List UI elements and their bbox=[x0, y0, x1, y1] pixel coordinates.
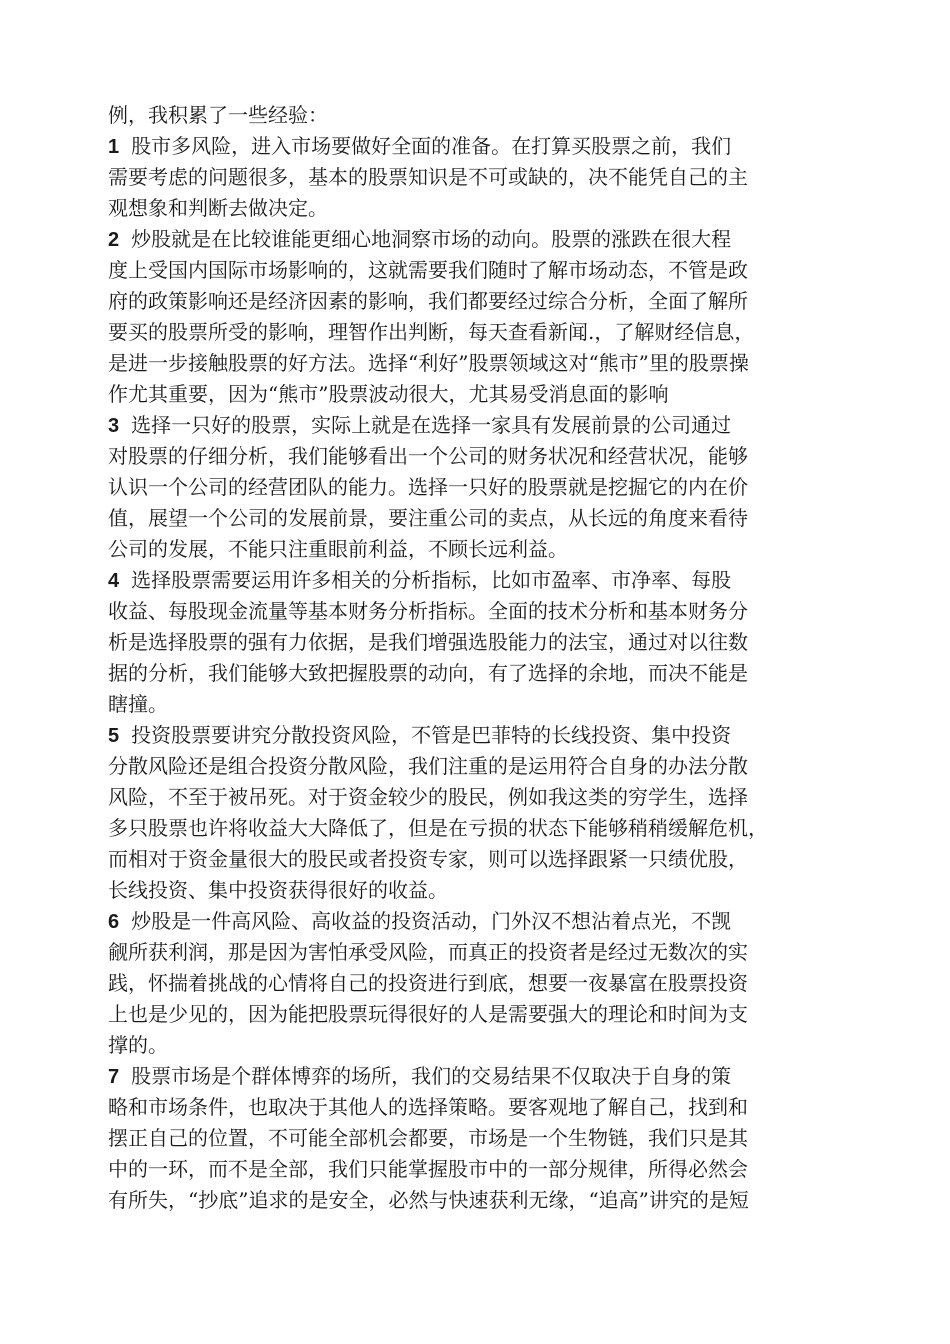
item-6-line-1 bbox=[108, 906, 868, 937]
item-1-line-2: 需要考虑的问题很多，基本的股票知识是不可或缺的，决不能凭自己的主 bbox=[108, 165, 748, 189]
item-3-line-4: 值，展望一个公司的发展前景，要注重公司的卖点，从长远的角度来看待 bbox=[108, 506, 748, 530]
item-6-line-2: 觎所获利润，那是因为害怕承受风险，而真正的投资者是经过无数次的实 bbox=[108, 940, 748, 964]
item-2-line-2: 度上受国内国际市场影响的，这就需要我们随时了解市场动态，不管是政 bbox=[108, 258, 748, 282]
item-7-line-1 bbox=[108, 1061, 868, 1092]
item-2-line-1 bbox=[108, 224, 868, 255]
item-text: 股票市场是个群体博弈的场所，我们的交易结果不仅取决于自身的策 bbox=[131, 1064, 732, 1088]
document-body bbox=[108, 100, 868, 1216]
item-number: 1 bbox=[108, 136, 120, 158]
item-6-line-3: 践，怀揣着挑战的心情将自己的投资进行到底，想要一夜暴富在股票投资 bbox=[108, 971, 748, 995]
item-4-line-3: 析是选择股票的强有力依据，是我们增强选股能力的法宝，通过对以往数 bbox=[108, 630, 748, 654]
item-number: 2 bbox=[108, 229, 120, 251]
item-7-line-2: 略和市场条件，也取决于其他人的选择策略。要客观地了解自己，找到和 bbox=[108, 1095, 748, 1119]
item-4-line-2: 收益、每股现金流量等基本财务分析指标。全面的技术分析和基本财务分 bbox=[108, 599, 748, 623]
item-4-line-4: 据的分析，我们能够大致把握股票的动向，有了选择的余地，而决不能是 bbox=[108, 661, 748, 685]
item-3-line-1 bbox=[108, 410, 868, 441]
item-number: 3 bbox=[108, 415, 120, 437]
item-1-line-3: 观想象和判断去做决定。 bbox=[108, 196, 328, 220]
item-number: 6 bbox=[108, 911, 120, 933]
item-7-line-5: 有所失，“抄底”追求的是安全，必然与快速获利无缘，“追高”讲究的是短 bbox=[108, 1188, 749, 1212]
item-5-line-6: 长线投资、集中投资获得很好的收益。 bbox=[108, 878, 448, 902]
item-3-line-2: 对股票的仔细分析，我们能够看出一个公司的财务状况和经营状况，能够 bbox=[108, 444, 748, 468]
item-2-line-5: 是进一步接触股票的好方法。选择“利好”股票领域这对“熊市”里的股票操 bbox=[108, 351, 749, 375]
item-text: 炒股是一件高风险、高收益的投资活动，门外汉不想沾着点光，不觊 bbox=[131, 909, 732, 933]
item-2-line-3: 府的政策影响还是经济因素的影响，我们都要经过综合分析，全面了解所 bbox=[108, 289, 748, 313]
item-7-line-4: 中的一环，而不是全部，我们只能掌握股市中的一部分规律，所得必然会 bbox=[108, 1157, 748, 1181]
intro-line: 例，我积累了一些经验： bbox=[108, 103, 328, 127]
item-5-line-4: 多只股票也许将收益大大降低了，但是在亏损的状态下能够稍稍缓解危机， bbox=[108, 816, 768, 840]
item-6-line-5: 撑的。 bbox=[108, 1033, 168, 1057]
item-5-line-2: 分散风险还是组合投资分散风险，我们注重的是运用符合自身的办法分散 bbox=[108, 754, 748, 778]
item-number: 7 bbox=[108, 1066, 120, 1088]
item-4-line-1 bbox=[108, 565, 868, 596]
item-text: 炒股就是在比较谁能更细心地洞察市场的动向。股票的涨跌在很大程 bbox=[131, 227, 732, 251]
item-4-line-5: 瞎撞。 bbox=[108, 692, 168, 716]
item-text: 投资股票要讲究分散投资风险，不管是巴菲特的长线投资、集中投资 bbox=[131, 723, 732, 747]
item-text: 选择一只好的股票，实际上就是在选择一家具有发展前景的公司通过 bbox=[131, 413, 732, 437]
item-text: 选择股票需要运用许多相关的分析指标，比如市盈率、市净率、每股 bbox=[131, 568, 732, 592]
item-5-line-3: 风险，不至于被吊死。对于资金较少的股民，例如我这类的穷学生，选择 bbox=[108, 785, 748, 809]
item-1-line-1 bbox=[108, 131, 868, 162]
item-5-line-1 bbox=[108, 720, 868, 751]
item-text: 股市多风险，进入市场要做好全面的准备。在打算买股票之前，我们 bbox=[131, 134, 732, 158]
item-6-line-4: 上也是少见的，因为能把股票玩得很好的人是需要强大的理论和时间为支 bbox=[108, 1002, 748, 1026]
item-3-line-3: 认识一个公司的经营团队的能力。选择一只好的股票就是挖掘它的内在价 bbox=[108, 475, 748, 499]
item-3-line-5: 公司的发展，不能只注重眼前利益，不顾长远利益。 bbox=[108, 537, 568, 561]
item-number: 4 bbox=[108, 570, 120, 592]
item-7-line-3: 摆正自己的位置，不可能全部机会都要，市场是一个生物链，我们只是其 bbox=[108, 1126, 748, 1150]
item-2-line-6: 作尤其重要，因为“熊市”股票波动很大，尤其易受消息面的影响 bbox=[108, 382, 669, 406]
item-number: 5 bbox=[108, 725, 120, 747]
item-5-line-5: 而相对于资金量很大的股民或者投资专家，则可以选择跟紧一只绩优股， bbox=[108, 847, 748, 871]
item-2-line-4: 要买的股票所受的影响，理智作出判断，每天查看新闻.，了解财经信息， bbox=[108, 320, 755, 344]
